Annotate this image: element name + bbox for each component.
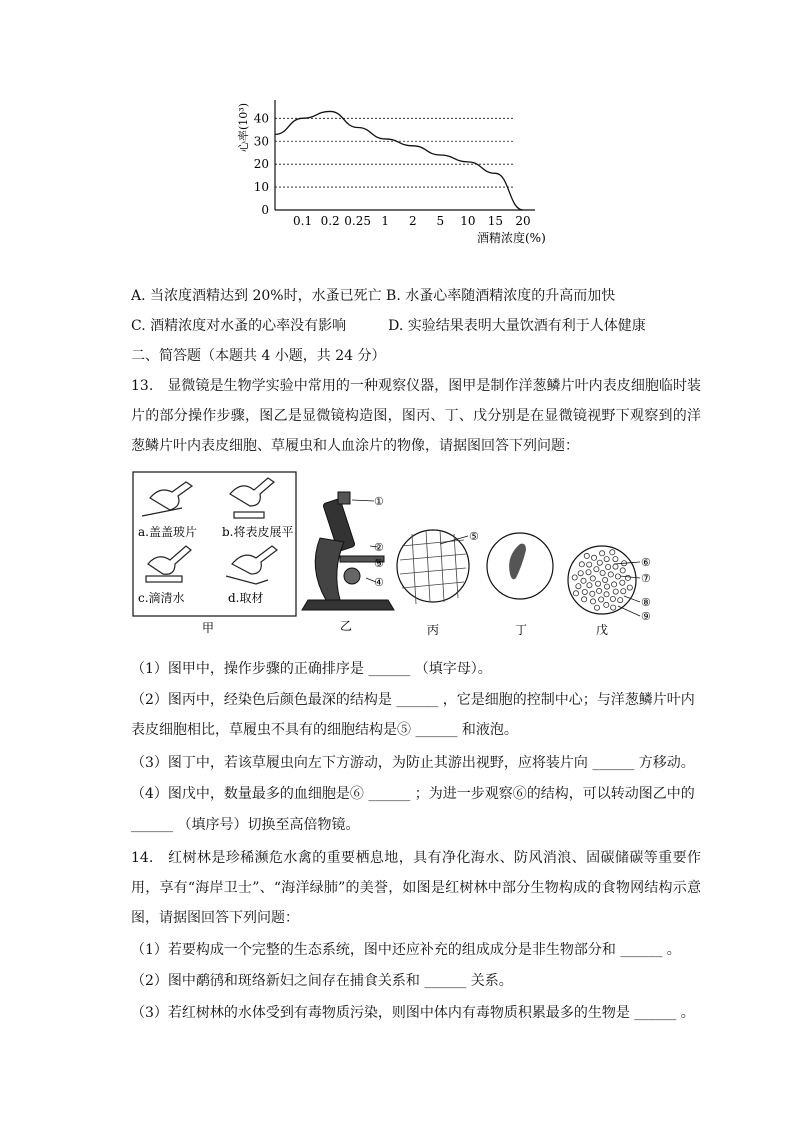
- fig-bing-caption: 丙: [427, 623, 440, 637]
- fig-ding-caption: 丁: [515, 623, 528, 637]
- q14-sub2: （2）图中鹬鸻和斑络新妇之间存在捕食关系和 ______ 关系。: [131, 973, 513, 989]
- option-line-cd: C. 酒精浓度对水蚤的心率没有影响 D. 实验结果表明大量饮酒有利于人体健康: [131, 318, 646, 334]
- y-axis-label: 心率(10³): [237, 103, 250, 152]
- blood-cell: [610, 550, 615, 555]
- blood-cell: [612, 582, 617, 587]
- question-13-text: 13. 显微镜是生物学实验中常用的一种观察仪器，图甲是制作洋葱鳞片叶内表皮细胞临时装片的部分操作步骤，图乙是显微镜构造图，图丙、丁、戊分别是在显微镜视野下观察到的洋葱鳞片叶内表皮细胞、草履虫和人血涂片的物像，请据图回答下列问题：: [131, 378, 701, 454]
- marker-7: ⑦: [641, 572, 651, 585]
- blood-cell: [594, 605, 599, 610]
- blood-cell: [621, 589, 626, 594]
- blood-cell: [606, 564, 611, 569]
- x-tick-label: 2: [408, 214, 417, 228]
- q13-sub4a: （4）图戊中，数量最多的血细胞是⑥ ______ ；为进一步观察⑥的结构，可以转动图乙中的: [131, 786, 695, 802]
- blood-leaders: [614, 562, 640, 616]
- blood-cell: [595, 581, 600, 586]
- step-b-label: b.将表皮展平: [222, 525, 294, 539]
- blood-cell: [608, 572, 613, 577]
- q13-sub3: （3）图丁中，若该草履虫向左下方游动，为防止其游出视野，应将装片向 ______ 方移动。: [131, 755, 695, 771]
- step-d-label: d.取材: [228, 591, 264, 605]
- blood-cell: [587, 583, 592, 588]
- blood-cell: [587, 562, 592, 567]
- blood-cell: [590, 576, 595, 581]
- marker-4: ④: [374, 576, 384, 589]
- section-title: 二、简答题（本题共 4 小题，共 24 分）: [131, 348, 386, 364]
- paramecium-shape: [509, 544, 526, 580]
- x-tick-label: 1: [381, 214, 390, 228]
- q13-figure: [130, 468, 690, 640]
- blood-cell: [582, 597, 587, 602]
- marker-2: ②: [374, 541, 384, 554]
- marker-5: ⑤: [469, 530, 479, 543]
- blood-cell: [613, 589, 618, 594]
- blood-cell: [597, 588, 602, 593]
- blood-cell: [615, 574, 620, 579]
- question-14-text: 14. 红树林是珍稀濒危水禽的重要栖息地，具有净化海水、防风消浪、固碳储碳等重要作用，享有“海岸卫士”、“海洋绿肺”的美誉，如图是红树林中部分生物构成的食物网结构示意图，请据图回答下列问题：: [131, 850, 701, 926]
- blood-cell: [613, 557, 618, 562]
- y-tick-labels: [254, 111, 269, 217]
- marker-8: ⑧: [641, 596, 651, 609]
- series-line: [275, 111, 523, 210]
- x-tick-label: 0.1: [293, 214, 313, 228]
- blood-cell: [625, 575, 630, 580]
- blood-cell: [604, 584, 609, 589]
- y-tick-label: 40: [253, 111, 269, 126]
- x-tick-labels: [293, 214, 531, 228]
- blood-cell: [576, 584, 581, 589]
- blood-cell: [603, 577, 608, 582]
- blood-cell: [618, 598, 623, 603]
- blood-cell: [600, 551, 605, 556]
- y-tick-label: 10: [253, 180, 269, 195]
- q13-sub1: （1）图甲中，操作步骤的正确排序是 ______ （填字母）。: [131, 661, 492, 677]
- blood-cell: [581, 578, 586, 583]
- blood-cell: [572, 575, 577, 580]
- marker-1: ①: [374, 495, 384, 508]
- blood-cell: [627, 585, 632, 590]
- blood-cell: [573, 591, 578, 596]
- y-tick-label: 0: [261, 203, 269, 217]
- x-axis-label: 酒精浓度(%): [477, 231, 546, 245]
- x-tick-label: 20: [515, 214, 531, 228]
- blood-cell: [579, 562, 584, 567]
- fig-jia-caption: 甲: [202, 621, 215, 635]
- q13-sub2b: 表皮细胞相比，草履虫不具有的细胞结构是⑤ ______ 和液泡。: [131, 722, 518, 738]
- blood-cell: [594, 567, 599, 572]
- blood-cell: [611, 605, 616, 610]
- marker-6: ⑥: [641, 556, 651, 569]
- fig-yi-caption: 乙: [340, 619, 353, 633]
- y-tick-label: 30: [253, 134, 269, 149]
- q14-sub1: （1）若要构成一个完整的生态系统，图中还应补充的组成成分是非生物部分和 ______ 。: [131, 942, 681, 958]
- blood-cells: [572, 550, 632, 611]
- blood-cell: [590, 599, 595, 604]
- blood-cell: [582, 589, 587, 594]
- option-line-ab: A. 当浓度酒精达到 20%时，水蚤已死亡 B. 水蚤心率随酒精浓度的升高而加快: [131, 288, 616, 304]
- x-tick-label: 10: [460, 214, 476, 228]
- blood-cell: [604, 602, 609, 607]
- fig-wu-caption: 戊: [596, 623, 609, 637]
- blood-cell: [620, 580, 625, 585]
- blood-cell: [599, 597, 604, 602]
- blood-cell: [604, 592, 609, 597]
- blood-cell: [591, 555, 596, 560]
- blood-cell: [610, 596, 615, 601]
- q13-sub4b: ______ （填序号）切换至高倍物镜。: [131, 817, 360, 833]
- blood-cell: [597, 560, 602, 565]
- marker-3: ③: [374, 557, 384, 570]
- q14-sub3: （3）若红树林的水体受到有毒物质污染，则图中体内有毒物质积累最多的生物是 ______ 。: [131, 1005, 695, 1021]
- x-tick-label: 15: [487, 214, 504, 228]
- chart-grid: [275, 118, 515, 187]
- blood-cell: [600, 570, 605, 575]
- blood-cell: [590, 591, 595, 596]
- blood-cell: [620, 568, 625, 573]
- step-a-label: a.盖盖玻片: [138, 525, 197, 539]
- marker-9: ⑨: [641, 610, 651, 623]
- x-tick-label: 5: [436, 214, 445, 228]
- heart-rate-chart: [230, 90, 560, 250]
- blood-cell: [578, 571, 583, 576]
- y-tick-label: 20: [253, 157, 269, 172]
- blood-cell: [613, 564, 618, 569]
- blood-cell: [586, 570, 591, 575]
- x-tick-label: 0.2: [320, 214, 340, 228]
- step-c-label: c.滴清水: [138, 591, 185, 605]
- x-tick-label: 0.25: [344, 214, 372, 228]
- blood-cell: [604, 557, 609, 562]
- blood-cell: [584, 553, 589, 558]
- q13-sub2a: （2）图丙中，经染色后颜色最深的结构是 ______ ，它是细胞的控制中心；与洋葱鳞片叶内: [131, 692, 695, 708]
